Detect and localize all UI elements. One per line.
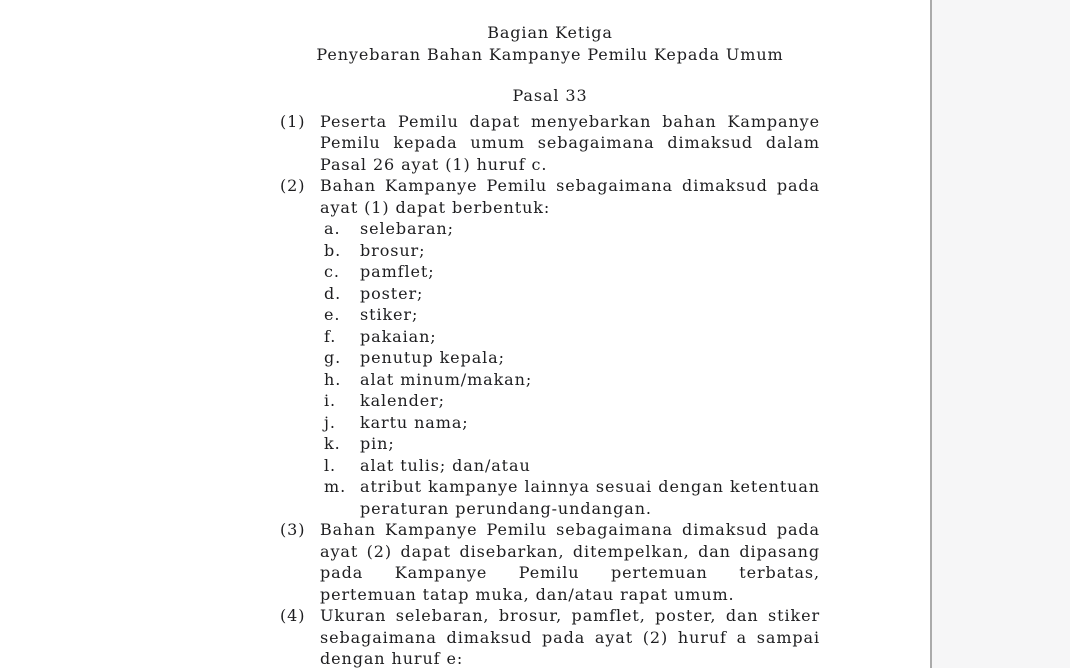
sublist-item: [324, 433, 820, 455]
item-marker: (4): [280, 606, 306, 625]
subitem-text: selebaran;: [360, 219, 454, 238]
list-item: [280, 111, 820, 176]
subitem-marker: f.: [324, 326, 337, 346]
sublist-item: [324, 390, 820, 412]
subitem-marker: c.: [324, 262, 340, 281]
subitem-marker: d.: [324, 283, 342, 303]
subitem-text: kartu nama;: [360, 412, 469, 432]
item-text: Ukuran selebaran, brosur, pamflet, poster, dan stiker sebagaimana dimaksud pada ayat (2) huruf a sampai dengan huruf e:: [320, 606, 820, 668]
sublist-item: [324, 240, 820, 262]
section-subtitle: Penyebaran Bahan Kampanye Pemilu Kepada Umum: [316, 44, 784, 64]
subitem-marker: b.: [324, 240, 342, 260]
item-marker: (1): [280, 111, 306, 131]
subitem-text: poster;: [360, 283, 424, 303]
sublist-item: [324, 304, 820, 326]
sublist-item: [324, 412, 820, 434]
sublist-item: [324, 369, 820, 391]
sublist-item: [324, 476, 820, 519]
sublist-item: [324, 326, 820, 348]
subitem-text: stiker;: [360, 305, 419, 324]
subitem-marker: a.: [324, 219, 341, 238]
sublist-item: [324, 283, 820, 305]
subitem-marker: j.: [324, 412, 336, 432]
sublist-item: [324, 455, 820, 477]
sublist-item: [324, 218, 820, 240]
subitem-text: pakaian;: [360, 326, 437, 346]
article-title: Pasal 33: [512, 86, 588, 105]
section-title: Bagian Ketiga: [487, 23, 613, 42]
subitem-text: pamflet;: [360, 262, 435, 281]
subitem-text: pin;: [360, 434, 395, 453]
subitem-text: alat tulis; dan/atau: [360, 455, 531, 475]
subitem-marker: e.: [324, 305, 341, 324]
clause-list: [280, 111, 820, 668]
subitem-text: kalender;: [360, 391, 445, 410]
list-item: [280, 605, 820, 668]
sublist-item: [324, 261, 820, 283]
item-text: Bahan Kampanye Pemilu sebagaimana dimaksud pada ayat (2) dapat disebarkan, ditempelkan, dan dipasang pada Kampanye Pemilu pertemuan terbatas, pertemuan tatap muka, dan/atau rapat umum.: [320, 520, 820, 604]
item-marker: (3): [280, 520, 306, 539]
item-text: Bahan Kampanye Pemilu sebagaimana dimaksud pada ayat (1) dapat berbentuk:: [320, 176, 820, 217]
subitem-marker: i.: [324, 391, 337, 410]
item-text: Peserta Pemilu dapat menyebarkan bahan Kampanye Pemilu kepada umum sebagaimana dimaksud dalam Pasal 26 ayat (1) huruf c.: [320, 111, 820, 174]
sublist-item: [324, 347, 820, 369]
subitem-text: penutup kepala;: [360, 348, 505, 367]
subitem-text: alat minum/makan;: [360, 369, 533, 389]
page-content: [280, 0, 820, 668]
list-item: [280, 175, 820, 519]
item-marker: (2): [280, 176, 306, 195]
subitem-marker: m.: [324, 477, 347, 496]
subitem-marker: k.: [324, 434, 341, 453]
subitem-marker: h.: [324, 369, 342, 389]
list-item: [280, 519, 820, 605]
subitem-text: brosur;: [360, 240, 426, 260]
subitem-marker: l.: [324, 455, 337, 475]
subitem-marker: g.: [324, 348, 342, 367]
subitem-text: atribut kampanye lainnya sesuai dengan ketentuan peraturan perundang-undangan.: [360, 477, 820, 518]
